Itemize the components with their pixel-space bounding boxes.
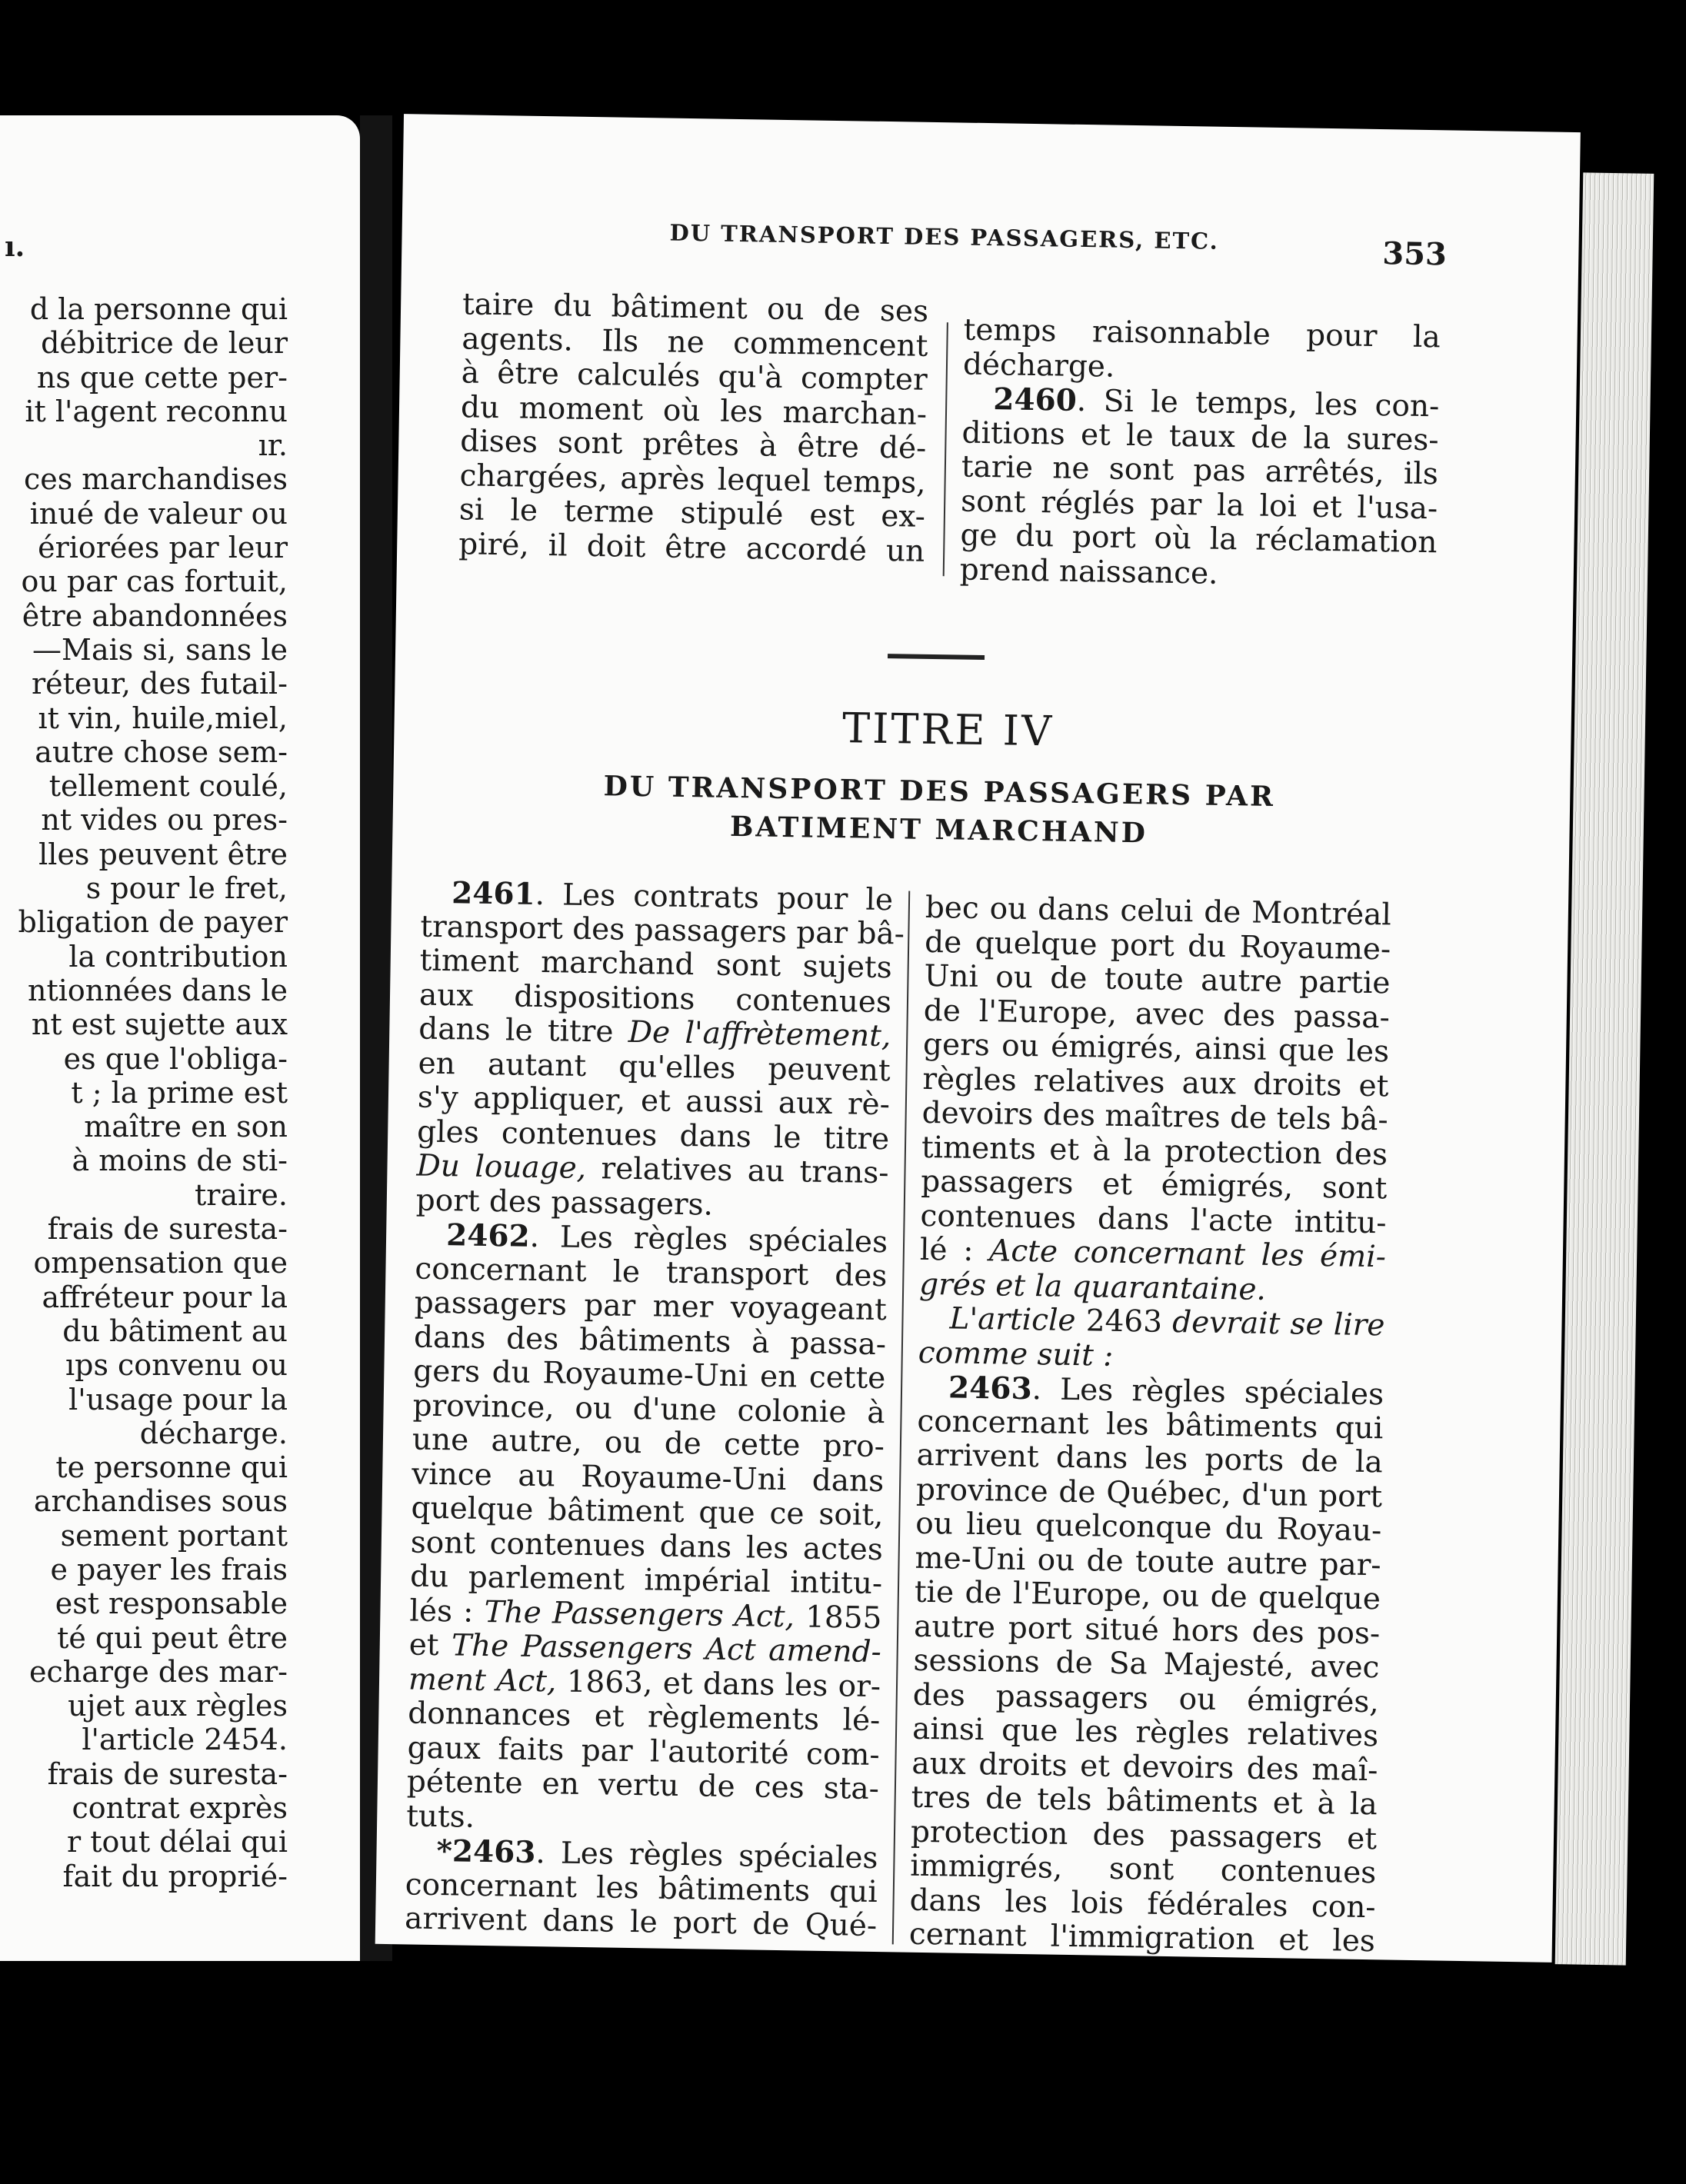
left-page-line: lles peuvent être <box>38 837 288 871</box>
text-line: dans le titre De l'affrètement, <box>418 1011 891 1054</box>
text-line: grés et la quarantaine. <box>918 1267 1267 1307</box>
text-line: à être calculés qu'à compter <box>461 355 928 398</box>
text-line: tie de l'Europe, ou de quelque <box>914 1574 1381 1617</box>
text-line: de l'Europe, avec des passa- <box>923 993 1391 1035</box>
text-line: port des passagers. <box>415 1183 714 1223</box>
left-page-line: té qui peut être <box>57 1620 288 1655</box>
left-page-line: contrat exprès <box>72 1791 288 1826</box>
section-rule <box>888 654 985 660</box>
text-line: concernant le transport des <box>415 1251 888 1293</box>
text-line: agents. Ils ne commencent <box>461 321 928 364</box>
text-line: cernant l'immigration et les <box>908 1916 1376 1959</box>
section-title-line: BATIMENT MARCHAND <box>729 810 1148 850</box>
text-line: s'y appliquer, et aussi aux rè- <box>417 1080 891 1123</box>
left-page-line: autre chose sem- <box>35 734 288 769</box>
text-line: bec ou dans celui de Montréal <box>925 890 1392 933</box>
left-page-line: s pour le fret, <box>85 871 288 906</box>
left-page-line: ır. <box>258 428 288 463</box>
text-line: taire du bâtiment ou de ses <box>461 287 929 329</box>
top-left-column <box>458 288 929 568</box>
text-line: une autre, ou de cette pro- <box>412 1422 885 1465</box>
text-line: tuts. <box>405 1798 475 1835</box>
text-line: ou lieu quelconque du Royau- <box>915 1506 1382 1549</box>
text-line: ment Act, 1863, et dans les or- <box>408 1661 881 1704</box>
left-page-header: ı. <box>5 231 25 263</box>
left-page-line: est responsable <box>55 1586 288 1621</box>
column-divider-top <box>943 322 948 576</box>
text-line: ainsi que les règles relatives <box>911 1711 1379 1754</box>
left-page-line: ıt vin, huile,miel, <box>38 701 288 735</box>
left-page-line: débitrice de leur <box>41 326 288 361</box>
text-line: arrivent dans le port de Qué- <box>404 1901 878 1944</box>
text-line: règles relatives aux droits et <box>922 1061 1389 1104</box>
titre-heading: TITRE IV <box>841 704 1055 756</box>
text-line: dises sont prêtes à être dé- <box>460 424 927 466</box>
left-page-line: ces marchandises <box>23 462 288 497</box>
text-line: 2463. Les règles spéciales <box>948 1370 1384 1413</box>
text-line: arrivent dans les ports de la <box>916 1437 1384 1480</box>
left-page-line: ntionnées dans le <box>28 973 288 1007</box>
section-title-line: DU TRANSPORT DES PASSAGERS PAR <box>603 770 1276 814</box>
left-page-line: e payer les frais <box>50 1552 288 1586</box>
bottom-left-column <box>404 875 905 1944</box>
text-line: gers du Royaume-Uni en cette <box>413 1353 886 1397</box>
left-page-line: archandises sous <box>33 1484 288 1519</box>
article-number: 2461 <box>451 875 536 912</box>
text-line: Du louage, relatives au trans- <box>416 1148 889 1191</box>
left-page-line: décharge. <box>139 1416 288 1450</box>
text-line: aux dispositions contenues <box>418 977 892 1020</box>
text-line: en autant qu'elles peuvent <box>418 1046 891 1088</box>
article-number: 2460 <box>992 381 1078 418</box>
text-line: pétente en vertu de ces sta- <box>406 1764 880 1807</box>
text-line: gaux faits par l'autorité com- <box>407 1730 880 1773</box>
left-page-line: réteur, des futail- <box>31 667 288 701</box>
left-page-line: ns que cette per- <box>36 360 288 395</box>
text-line: *2463. Les règles spéciales <box>436 1833 878 1876</box>
text-line: concernant les bâtiments qui <box>405 1866 878 1909</box>
left-page-line: maître en son <box>84 1110 288 1144</box>
left-page-line: fait du proprié- <box>62 1859 288 1893</box>
text-line: me-Uni ou de toute autre par- <box>915 1540 1381 1583</box>
text-line: si le terme stipulé est ex- <box>458 492 926 534</box>
left-page-line: echarge des mar- <box>28 1654 288 1689</box>
text-line: gles contenues dans le titre <box>416 1114 890 1157</box>
text-line: Uni ou de toute autre partie <box>924 958 1391 1001</box>
left-page-text <box>0 292 360 1893</box>
left-page-line: es que l'obliga- <box>63 1041 288 1076</box>
text-line: province, ou d'une colonie à <box>412 1387 885 1430</box>
text-line: vince au Royaume-Uni dans <box>411 1456 885 1499</box>
text-line: timents et à la protection des <box>921 1130 1388 1172</box>
left-page-line: ériorées par leur <box>38 531 288 565</box>
text-line: transport des passagers par bâ- <box>420 909 905 951</box>
text-line: devoirs des maîtres de tels bâ- <box>921 1095 1389 1138</box>
running-head: DU TRANSPORT DES PASSAGERS, ETC. <box>669 219 1220 255</box>
text-line: dans les lois fédérales con- <box>909 1883 1376 1925</box>
left-page-line: nt est sujette aux <box>31 1007 288 1042</box>
text-line: 2461. Les contrats pour le <box>451 875 894 918</box>
text-line: tres de tels bâtiments et à la <box>911 1779 1378 1823</box>
text-line: prend naissance. <box>959 552 1218 591</box>
left-page-line: la contribution <box>68 939 288 974</box>
text-line: autre port situé hors des pos- <box>913 1609 1381 1651</box>
left-page-line: à moins de sti- <box>72 1144 288 1178</box>
left-page-line: ompensation que <box>33 1246 288 1280</box>
text-line: dans des bâtiments à passa- <box>413 1320 887 1362</box>
left-page-line: du bâtiment au <box>62 1313 288 1348</box>
left-page-line: l'article 2454. <box>82 1723 288 1757</box>
text-line: sont contenues dans les actes <box>410 1524 884 1567</box>
article-number: *2463 <box>436 1833 536 1871</box>
text-line: ditions et le taux de la sures- <box>961 415 1439 458</box>
text-line: du parlement impérial intitu- <box>409 1559 883 1602</box>
left-page-line: ıps convenu ou <box>65 1348 288 1383</box>
text-line: quelque bâtiment que ce soit, <box>411 1490 884 1533</box>
left-page-line: affréteur pour la <box>42 1280 288 1314</box>
text-line: ge du port où la réclamation <box>960 518 1438 561</box>
text-line: protection des passagers et <box>910 1814 1378 1856</box>
left-page-line: l'usage pour la <box>68 1382 288 1417</box>
left-page-line: ujet aux règles <box>68 1689 288 1723</box>
left-page-line: frais de suresta- <box>47 1212 288 1247</box>
text-line: gers ou émigrés, ainsi que les <box>922 1027 1390 1070</box>
left-page-line: r tout délai qui <box>66 1825 288 1859</box>
section-title <box>515 766 1362 856</box>
left-page-line: it l'agent reconnu <box>25 394 288 428</box>
text-line: sessions de Sa Majesté, avec <box>913 1643 1380 1686</box>
article-number: 2463 <box>948 1370 1033 1407</box>
text-line: décharge. <box>962 347 1115 385</box>
text-line: aux droits et devoirs des maî- <box>911 1746 1378 1788</box>
text-line: passagers par mer voyageant <box>414 1285 888 1328</box>
text-line: sont réglés par la loi et l'usa- <box>960 484 1438 526</box>
text-line: timent marchand sont sujets <box>419 943 893 986</box>
text-line: de quelque port du Royaume- <box>924 924 1391 967</box>
text-line: tarie ne sont pas arrêtés, ils <box>961 449 1439 492</box>
text-line: piré, il doit être accordé un <box>458 526 925 569</box>
left-page-line: tellement coulé, <box>48 769 288 804</box>
left-page-line: nt vides ou pres- <box>41 803 288 837</box>
left-page-line: frais de suresta- <box>47 1756 288 1791</box>
left-page-line: —Mais si, sans le <box>32 632 288 667</box>
text-line: du moment où les marchan- <box>460 389 928 432</box>
left-page-line: traire. <box>195 1177 288 1212</box>
column-divider-bottom <box>892 891 911 1945</box>
page-number: 353 <box>1381 235 1448 273</box>
text-line: lé : Acte concernant les émi- <box>919 1232 1387 1275</box>
top-right-column <box>959 314 1441 595</box>
left-page-line: bligation de payer <box>18 905 288 940</box>
text-line: 2462. Les règles spéciales <box>445 1217 888 1260</box>
text-line: des passagers ou émigrés, <box>912 1677 1380 1720</box>
text-line: L'article 2463 devrait se lire <box>949 1301 1385 1343</box>
right-page <box>375 114 1581 1963</box>
bottom-right-column <box>909 891 1392 1959</box>
left-page-line: d la personne qui <box>29 292 288 326</box>
left-page-line: ou par cas fortuit, <box>21 564 288 599</box>
article-2460-first-line: 2460. Si le temps, les con- <box>992 381 1440 424</box>
left-page-line: t ; la prime est <box>71 1075 288 1110</box>
text-line: donnances et règlements lé- <box>408 1696 881 1739</box>
text-line: contenues dans l'acte intitu- <box>920 1198 1387 1240</box>
text-line: comme suit : <box>918 1335 1114 1373</box>
text-line: passagers et émigrés, sont <box>920 1164 1388 1207</box>
text-line: temps raisonnable pour la <box>963 312 1441 355</box>
left-page <box>0 115 360 1961</box>
text-line: province de Québec, d'un port <box>915 1472 1383 1514</box>
article-number: 2462 <box>445 1217 531 1254</box>
text-line: concernant les bâtiments qui <box>917 1403 1384 1446</box>
text-line: chargées, après lequel temps, <box>459 458 926 501</box>
left-page-line: être abandonnées <box>22 598 288 633</box>
text-line: et The Passengers Act amend- <box>408 1627 882 1670</box>
left-page-line: inué de valeur ou <box>29 496 288 531</box>
left-page-line: sement portant <box>60 1518 288 1553</box>
text-line: immigrés, sont contenues <box>909 1848 1377 1891</box>
text-line: lés : The Passengers Act, 1855 <box>409 1593 882 1636</box>
left-page-line: te personne qui <box>55 1450 288 1485</box>
